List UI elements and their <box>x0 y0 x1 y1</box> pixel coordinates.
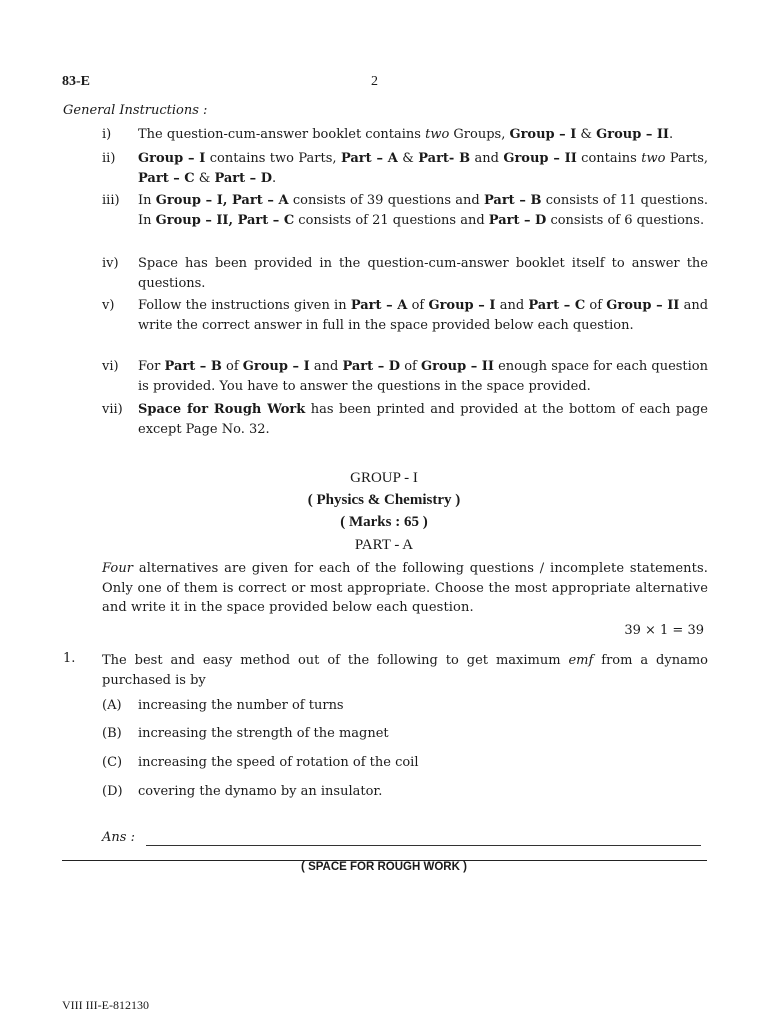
part-instructions: Four alternatives are given for each of the following questions / incomplete statements. Only one of them is correct or most appropriate. Choose the most appropriate alternative and write it in the space provided below each question. <box>102 561 708 615</box>
instruction-text: Space has been provided in the question-cum-answer booklet itself to answer the questions. <box>138 256 708 291</box>
footer-code: VIII III-E-812130 <box>62 998 149 1012</box>
answer-label: Ans : <box>102 830 135 845</box>
instruction-text: The question-cum-answer booklet contains two Groups, Group – I & Group – II. <box>138 127 674 142</box>
instruction-number: iv) <box>102 256 119 271</box>
page-number: 2 <box>371 74 378 89</box>
option-b <box>102 726 389 741</box>
instruction-number: iii) <box>102 193 120 208</box>
group-subtitle: ( Physics & Chemistry ) <box>307 492 461 508</box>
instruction-item <box>90 400 708 439</box>
instruction-number: i) <box>102 127 112 142</box>
option-label: (B) <box>102 726 122 741</box>
option-label: (D) <box>102 784 123 799</box>
option-c <box>102 755 419 770</box>
instruction-number: vii) <box>102 402 123 417</box>
group-marks: ( Marks : 65 ) <box>340 514 428 530</box>
instruction-item <box>90 357 708 396</box>
option-text: increasing the speed of rotation of the coil <box>138 755 419 770</box>
question-text: The best and easy method out of the following to get maximum emf from a dynamo purchased is by <box>102 653 708 688</box>
option-d <box>102 784 382 799</box>
paper-code: 83-E <box>62 74 90 89</box>
question-number: 1. <box>63 651 76 666</box>
instruction-item <box>90 149 708 188</box>
option-text: increasing the number of turns <box>138 698 344 713</box>
option-text: covering the dynamo by an insulator. <box>138 784 383 799</box>
instruction-number: v) <box>102 298 115 313</box>
instruction-text: Group – I contains two Parts, Part – A & Part- B and Group – II contains two Parts, Part – C & Part – D. <box>138 151 708 186</box>
group-title: GROUP - I <box>350 470 418 486</box>
instruction-text: In Group – I, Part – A consists of 39 questions and Part – B consists of 11 questions. In Group – II, Part – C consists of 21 questions and Part – D consists of 6 questions. <box>138 193 709 228</box>
instruction-number: ii) <box>102 151 116 166</box>
rough-work-label: ( SPACE FOR ROUGH WORK ) <box>301 861 467 873</box>
part-title: PART - A <box>354 537 414 553</box>
instruction-text: Follow the instructions given in Part – A of Group – I and Part – C of Group – II and write the correct answer in full in the space provided below each question. <box>138 298 709 333</box>
option-text: increasing the strength of the magnet <box>138 726 389 741</box>
instruction-item <box>90 296 708 335</box>
marks-formula: 39 × 1 = 39 <box>624 623 704 638</box>
option-label: (C) <box>102 755 123 770</box>
general-instructions-heading: General Instructions : <box>63 103 208 118</box>
answer-line[interactable] <box>146 845 701 846</box>
instruction-item <box>90 254 708 293</box>
option-label: (A) <box>102 698 122 713</box>
instruction-number: vi) <box>102 359 119 374</box>
option-a <box>102 698 344 713</box>
instruction-text: Space for Rough Work has been printed and provided at the bottom of each page except Page No. 32. <box>138 402 709 437</box>
instruction-text: For Part – B of Group – I and Part – D of Group – II enough space for each question is provided. You have to answer the questions in the space provided. <box>138 359 709 394</box>
instruction-item <box>90 191 708 230</box>
instruction-item <box>90 125 708 145</box>
